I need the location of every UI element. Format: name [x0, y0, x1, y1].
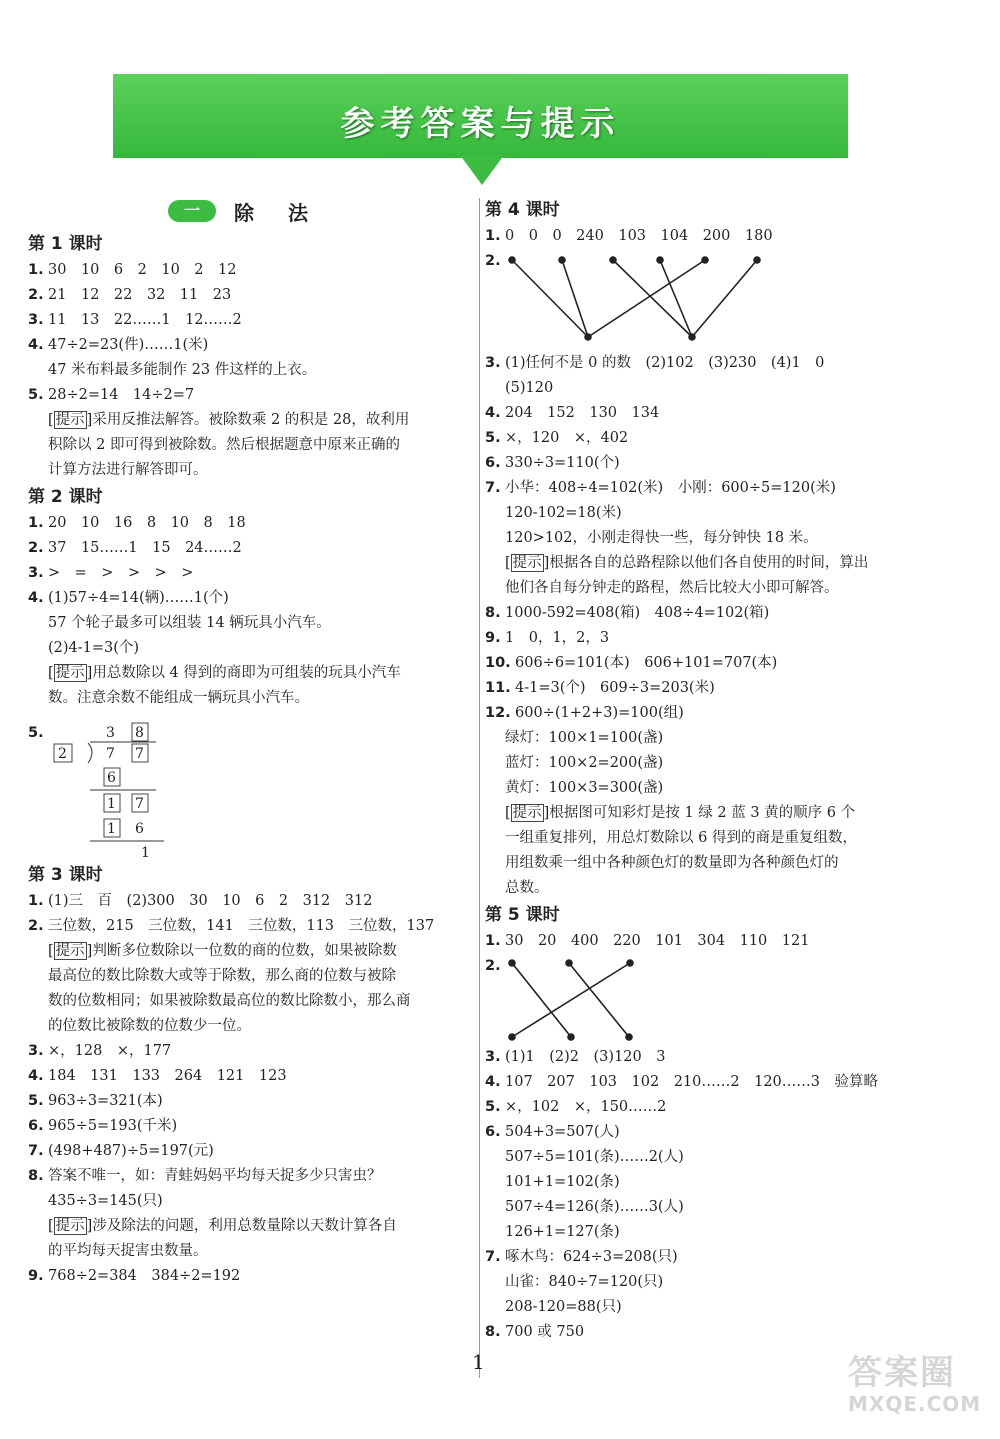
- answer-line: 9. 1 0，1，2，3: [485, 630, 610, 646]
- answer-line: 435÷3=145(只): [48, 1193, 163, 1209]
- remainder-digit: 7: [135, 796, 144, 812]
- answer-line: 9. 768÷2=384 384÷2=192: [28, 1268, 241, 1284]
- answer-line: 12. 600÷(1+2+3)=100(组): [485, 705, 684, 721]
- match-dot: [610, 257, 616, 263]
- lesson-3-heading: 第 3 课时: [28, 865, 103, 885]
- answer-line: 5. 28÷2=14 14÷2=7: [28, 387, 195, 403]
- matching-diagram-lesson5: [485, 957, 685, 1045]
- watermark: [848, 1345, 981, 1416]
- answer-line: 120-102=18(米): [505, 505, 622, 521]
- match-dot: [559, 257, 565, 263]
- answer-line: 4. 107 207 103 102 210……2 120……3 验算略: [485, 1074, 879, 1090]
- answer-line: 47 米布料最多能制作 23 件这样的上衣。: [48, 362, 317, 378]
- answer-line: 5.: [28, 725, 44, 741]
- answer-line: 126+1=127(条): [505, 1224, 620, 1240]
- answer-line: 11. 4-1=3(个) 609÷3=203(米): [485, 680, 715, 696]
- section-title: 除法: [234, 200, 343, 225]
- answer-line: 7. 小华：408÷4=102(米) 小刚：600÷5=120(米): [485, 480, 836, 496]
- tip-line: 的位数比被除数的位数少一位。: [48, 1018, 251, 1034]
- tip-line: [ 提示 ]判断多位数除以一位数的商的位数，如果被除数: [48, 943, 397, 959]
- answer-line: 2. 21 12 22 32 11 23: [28, 287, 232, 303]
- answer-line: 黄灯：100×3=300(盏): [505, 780, 664, 796]
- answer-line: 2.: [485, 958, 501, 974]
- match-dot: [754, 257, 760, 263]
- watermark-logo-text: 答案圈: [848, 1353, 956, 1393]
- quotient-digit: 3: [106, 725, 115, 741]
- answer-line: 7. 啄木鸟：624÷3=208(只): [485, 1249, 678, 1265]
- answer-line: 1. 30 20 400 220 101 304 110 121: [485, 933, 810, 949]
- match-dot: [566, 960, 572, 966]
- tip-label: 提示: [55, 1218, 85, 1234]
- answer-line: 4. 204 152 130 134: [485, 405, 660, 421]
- tip-label: 提示: [55, 412, 85, 428]
- answer-line: 山雀：840÷7=120(只): [505, 1274, 664, 1290]
- right-column: [485, 196, 945, 1345]
- answer-line: 8. 700 或 750: [485, 1324, 585, 1340]
- tip-line: 积除以 2 即可得到被除数。然后根据题意中原来正确的: [48, 437, 400, 453]
- answer-line: 3. (1)1 (2)2 (3)120 3: [485, 1049, 666, 1065]
- match-dot: [627, 960, 633, 966]
- match-dot: [657, 257, 663, 263]
- match-dot: [626, 1034, 632, 1040]
- match-dot: [568, 1034, 574, 1040]
- lesson-1-heading: 第 1 课时: [28, 234, 103, 254]
- answer-line: 6. 504+3=507(人): [485, 1124, 620, 1140]
- page-number: 1: [472, 1350, 485, 1374]
- answer-line: 5. 963÷3=321(本): [28, 1093, 163, 1109]
- lesson-5-heading: 第 5 课时: [485, 905, 560, 925]
- answer-line: 101+1=102(条): [505, 1174, 620, 1190]
- tip-line: 数。注意余数不能组成一辆玩具小汽车。: [48, 690, 309, 706]
- answer-line: 507÷4=126(条)……3(人): [505, 1199, 684, 1215]
- answer-line: 5. ×，120 ×，402: [485, 430, 629, 446]
- section-number-badge: 一: [168, 200, 216, 222]
- answer-line: 3. 11 13 22……1 12……2: [28, 312, 242, 328]
- answer-line: 4. 184 131 133 264 121 123: [28, 1068, 287, 1084]
- tip-line: 数的位数相同；如果被除数最高位的数比除数小，那么商: [48, 993, 411, 1009]
- answer-line: 5. ×，102 ×，150……2: [485, 1099, 667, 1115]
- page-title: 参考答案与提示: [340, 104, 621, 144]
- tip-line: 一组重复排列，用总灯数除以 6 得到的商是重复组数，: [505, 830, 857, 846]
- final-remainder: 1: [141, 845, 150, 861]
- tip-line: [ 提示 ]根据各自的总路程除以他们各自使用的时间，算出: [505, 555, 869, 571]
- answer-line: 1. 30 10 6 2 10 2 12: [28, 262, 237, 278]
- answer-line: 1. (1)三 百 (2)300 30 10 6 2 312 312: [28, 893, 373, 909]
- answer-line: 2. 37 15……1 15 24……2: [28, 540, 242, 556]
- left-column: [28, 196, 473, 1289]
- answer-line: 6. 330÷3=110(个): [485, 455, 620, 471]
- match-dot: [509, 257, 515, 263]
- answer-line: 2.: [485, 253, 501, 269]
- spacer: [28, 711, 473, 721]
- answer-line: 6. 965÷5=193(千米): [28, 1118, 178, 1134]
- answer-line: 120>102，小刚走得快一些，每分钟快 18 米。: [505, 530, 818, 546]
- lesson-2-heading: 第 2 课时: [28, 487, 103, 507]
- match-dot: [509, 960, 515, 966]
- answer-line: 3. > = > > > >: [28, 565, 194, 581]
- tip-label: 提示: [512, 555, 542, 571]
- answer-line: 1. 20 10 16 8 10 8 18: [28, 515, 246, 531]
- tip-line: [ 提示 ]根据图可知彩灯是按 1 绿 2 蓝 3 黄的顺序 6 个: [505, 805, 856, 821]
- answer-line: 507÷5=101(条)……2(人): [505, 1149, 684, 1165]
- long-division-diagram: [28, 721, 228, 861]
- answer-line: 蓝灯：100×2=200(盏): [505, 755, 664, 771]
- tip-line: [ 提示 ]涉及除法的问题，利用总数量除以天数计算各自: [48, 1218, 397, 1234]
- answer-line: 1. 0 0 0 240 103 104 200 180: [485, 228, 773, 244]
- match-dot: [509, 1034, 515, 1040]
- match-dot: [689, 334, 695, 340]
- tip-line: 计算方法进行解答即可。: [48, 462, 208, 478]
- section-header: [168, 196, 473, 226]
- answer-line: 3. ×，128 ×，177: [28, 1043, 172, 1059]
- answer-line: (2)4-1=3(个): [48, 640, 140, 656]
- tip-line: 的平均每天捉害虫数量。: [48, 1243, 208, 1259]
- tip-line: [ 提示 ]采用反推法解答。被除数乘 2 的积是 28，故利用: [48, 412, 410, 428]
- column-divider: [479, 198, 480, 1378]
- match-dot: [702, 257, 708, 263]
- matching-diagram-lesson4: [485, 252, 785, 347]
- answer-line: 7. (498+487)÷5=197(元): [28, 1143, 214, 1159]
- tip-line: 总数。: [505, 880, 549, 896]
- answer-line: 2. 三位数，215 三位数，141 三位数，113 三位数，137: [28, 918, 435, 934]
- tip-label: 提示: [55, 665, 85, 681]
- answer-line: 绿灯：100×1=100(盏): [505, 730, 664, 746]
- tip-line: 他们各自每分钟走的路程，然后比较大小即可解答。: [505, 580, 839, 596]
- answer-line: 4. (1)57÷4=14(辆)……1(个): [28, 590, 229, 606]
- answer-line: (5)120: [505, 380, 554, 396]
- product-digit: 1: [107, 821, 116, 837]
- answer-line: 10. 606÷6=101(本) 606+101=707(本): [485, 655, 778, 671]
- remainder-digit: 1: [107, 796, 116, 812]
- banner-pointer: [460, 155, 504, 185]
- product-digit: 6: [135, 821, 144, 837]
- answer-line: 4. 47÷2=23(件)……1(米): [28, 337, 209, 353]
- answer-line: 8. 答案不唯一，如：青蛙妈妈平均每天捉多少只害虫？: [28, 1168, 382, 1184]
- tip-line: [ 提示 ]用总数除以 4 得到的商即为可组装的玩具小汽车: [48, 665, 401, 681]
- tip-label: 提示: [55, 943, 85, 959]
- match-dot: [585, 334, 591, 340]
- divisor-digit: 2: [58, 746, 67, 762]
- lesson-4-heading: 第 4 课时: [485, 200, 560, 220]
- dividend-digit: 7: [106, 746, 115, 762]
- quotient-digit: 8: [135, 725, 144, 741]
- dividend-digit: 7: [135, 746, 144, 762]
- tip-line: 最高位的数比除数大或等于除数，那么商的位数与被除: [48, 968, 396, 984]
- answer-line: 3. (1)任何不是 0 的数 (2)102 (3)230 (4)1 0: [485, 355, 825, 371]
- answer-line: 8. 1000-592=408(箱) 408÷4=102(箱): [485, 605, 770, 621]
- answer-line: 208-120=88(只): [505, 1299, 622, 1315]
- watermark-url: MXQE.COM: [848, 1392, 982, 1416]
- tip-label: 提示: [512, 805, 542, 821]
- product-digit: 6: [107, 770, 116, 786]
- answer-line: 57 个轮子最多可以组装 14 辆玩具小汽车。: [48, 615, 331, 631]
- tip-line: 用组数乘一组中各种颜色灯的数量即为各种颜色灯的: [505, 855, 839, 871]
